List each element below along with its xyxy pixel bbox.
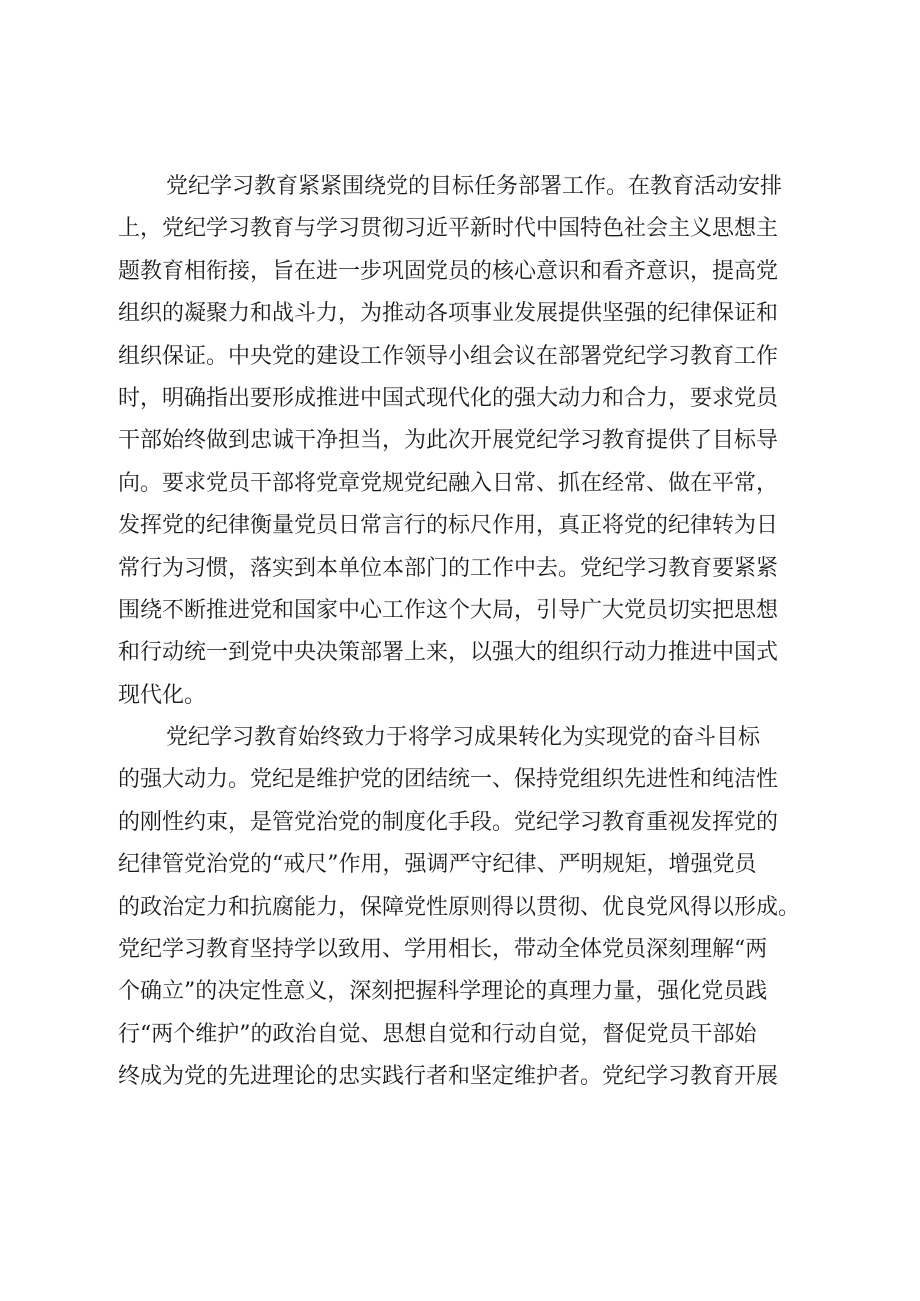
paragraph-line: 纪律管党治党的“戒尺”作用，强调严守纪律、严明规矩，增强党员 [118, 852, 757, 878]
paragraph-line: 个确立”的决定性意义，深刻把握科学理论的真理力量，强化党员践 [118, 979, 768, 1005]
paragraph-line: 上，党纪学习教育与学习贯彻习近平新时代中国特色社会主义思想主 [118, 216, 779, 242]
paragraph-2 [118, 717, 820, 1099]
paragraph-line: 发挥党的纪律衡量党员日常言行的标尺作用，真正将党的纪律转为日 [118, 513, 779, 539]
paragraph-line: 时，明确指出要形成推进中国式现代化的强大动力和合力，要求党员 [118, 385, 779, 411]
paragraph-line: 的政治定力和抗腐能力，保障党性原则得以贯彻、优良党风得以形成。 [118, 894, 801, 920]
paragraph-line: 围绕不断推进党和国家中心工作这个大局，引导广大党员切实把思想 [118, 597, 779, 623]
paragraph-line: 的刚性约束，是管党治党的制度化手段。党纪学习教育重视发挥党的 [118, 809, 779, 835]
paragraph-line: 组织的凝聚力和战斗力，为推动各项事业发展提供坚强的纪律保证和 [118, 301, 779, 327]
paragraph-line: 终成为党的先进理论的忠实践行者和坚定维护者。党纪学习教育开展 [118, 1064, 779, 1090]
paragraph-line: 行“两个维护”的政治自觉、思想自觉和行动自觉，督促党员干部始 [118, 1021, 757, 1047]
paragraph-line: 的强大动力。党纪是维护党的团结统一、保持党组织先进性和纯洁性 [118, 767, 779, 793]
paragraph-line: 干部始终做到忠诚干净担当，为此次开展党纪学习教育提供了目标导 [118, 428, 779, 454]
paragraph-line: 党纪学习教育始终致力于将学习成果转化为实现党的奋斗目标 [166, 725, 761, 751]
document-body [118, 166, 820, 1099]
paragraph-1 [118, 166, 820, 717]
paragraph-line: 组织保证。中央党的建设工作领导小组会议在部署党纪学习教育工作 [118, 343, 779, 369]
paragraph-line: 现代化。 [118, 682, 207, 708]
paragraph-line: 和行动统一到党中央决策部署上来，以强大的组织行动力推进中国式 [118, 640, 779, 666]
paragraph-line: 向。要求党员干部将党章党规党纪融入日常、抓在经常、做在平常， [118, 470, 779, 496]
paragraph-line: 常行为习惯，落实到本单位本部门的工作中去。党纪学习教育要紧紧 [118, 555, 779, 581]
paragraph-line: 党纪学习教育坚持学以致用、学用相长，带动全体党员深刻理解“两 [118, 937, 768, 963]
paragraph-line: 题教育相衔接，旨在进一步巩固党员的核心意识和看齐意识，提高党 [118, 258, 779, 284]
paragraph-line: 党纪学习教育紧紧围绕党的目标任务部署工作。在教育活动安排 [166, 174, 783, 199]
